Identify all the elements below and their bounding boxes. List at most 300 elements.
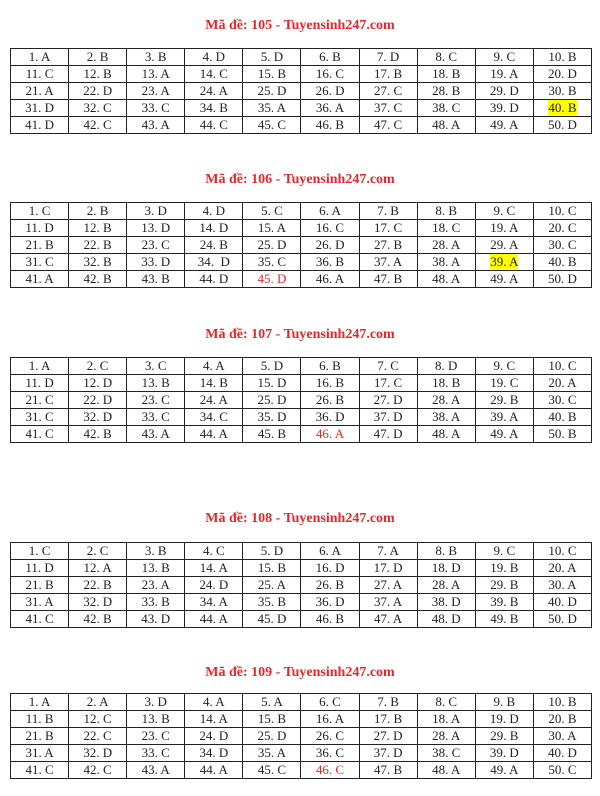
answer-text: 43. A	[141, 762, 170, 777]
answer-text: 37. A	[374, 254, 403, 269]
answer-text: 37. C	[374, 100, 403, 115]
answer-cell	[475, 762, 533, 779]
table-row	[11, 49, 592, 66]
answer-text: 45. D	[257, 271, 287, 286]
answer-text: 20. D	[547, 66, 577, 81]
answer-text: 50. D	[547, 117, 577, 132]
answer-cell	[185, 409, 243, 426]
answer-cell	[243, 49, 301, 66]
answer-cell	[11, 100, 69, 117]
answer-text: 16. C	[315, 220, 345, 235]
answer-text: 42. C	[83, 117, 112, 132]
answer-cell	[533, 392, 591, 409]
answer-cell	[359, 271, 417, 288]
answer-text: 2. A	[86, 694, 109, 709]
answer-cell	[417, 375, 475, 392]
answer-cell	[359, 237, 417, 254]
answer-cell	[11, 271, 69, 288]
answer-cell	[533, 254, 591, 271]
answer-cell	[127, 711, 185, 728]
answer-cell	[69, 237, 127, 254]
table-row	[11, 543, 592, 560]
answer-text: 8. C	[435, 694, 458, 709]
answer-key-section-107	[0, 326, 600, 441]
answer-text: 33. C	[141, 409, 170, 424]
answer-text: 40. D	[547, 594, 577, 609]
answer-text: 37. D	[373, 745, 403, 760]
answer-text: 27. D	[373, 728, 403, 743]
answer-cell	[301, 392, 359, 409]
answer-cell	[127, 392, 185, 409]
answer-text: 18. A	[432, 711, 461, 726]
answer-cell	[359, 49, 417, 66]
answer-cell	[11, 358, 69, 375]
answer-cell	[11, 392, 69, 409]
answer-cell	[11, 762, 69, 779]
answer-cell	[243, 358, 301, 375]
table-row	[11, 254, 592, 271]
answer-text: 19. C	[490, 375, 519, 390]
answer-cell	[301, 426, 359, 443]
answer-cell	[69, 745, 127, 762]
answer-cell	[475, 560, 533, 577]
answer-cell	[301, 728, 359, 745]
answer-cell	[69, 66, 127, 83]
answer-cell	[69, 543, 127, 560]
answer-cell	[127, 271, 185, 288]
table-row	[11, 271, 592, 288]
answer-text: 38. D	[431, 594, 461, 609]
answer-text: 38. A	[432, 409, 461, 424]
table-row	[11, 426, 592, 443]
answer-cell	[533, 694, 591, 711]
answer-cell	[127, 577, 185, 594]
answer-text: 11. D	[25, 220, 54, 235]
answer-cell	[69, 49, 127, 66]
answer-cell	[359, 762, 417, 779]
answer-cell	[533, 762, 591, 779]
answer-text: 46. A	[315, 426, 345, 441]
answer-text: 4. C	[202, 543, 225, 558]
answer-text: 15. B	[257, 66, 286, 81]
answer-text: 36. D	[315, 594, 345, 609]
answer-text: 25. A	[257, 577, 286, 592]
answer-text: 14. A	[199, 711, 228, 726]
answer-cell	[11, 409, 69, 426]
answer-text: 41. A	[25, 271, 54, 286]
answer-text: 26. D	[315, 237, 345, 252]
table-row	[11, 203, 592, 220]
answer-cell	[533, 117, 591, 134]
answer-cell	[475, 66, 533, 83]
answer-cell	[243, 594, 301, 611]
answer-text: 13. A	[141, 66, 170, 81]
answer-text: 26. B	[315, 392, 345, 407]
answer-text: 15. B	[257, 560, 286, 575]
answer-cell	[475, 220, 533, 237]
answer-text: 38. C	[432, 745, 461, 760]
answer-text: 21. B	[25, 237, 54, 252]
answer-cell	[475, 271, 533, 288]
answer-cell	[185, 392, 243, 409]
answer-text: 20. C	[548, 220, 577, 235]
answer-cell	[243, 117, 301, 134]
answer-text: 6. B	[319, 49, 341, 64]
answer-cell	[417, 220, 475, 237]
answer-text: 44. A	[199, 611, 228, 626]
answer-text: 32. D	[83, 745, 113, 760]
answer-cell	[533, 66, 591, 83]
answer-cell	[417, 711, 475, 728]
answer-cell	[243, 254, 301, 271]
answer-text: 2. B	[86, 49, 109, 64]
answer-cell	[301, 577, 359, 594]
answer-cell	[185, 594, 243, 611]
answer-text: 31. C	[25, 409, 54, 424]
answer-text: 46. B	[315, 117, 345, 132]
answer-text: 49. A	[490, 762, 519, 777]
answer-text: 7. D	[376, 49, 400, 64]
table-row	[11, 375, 592, 392]
answer-text: 42. C	[83, 762, 112, 777]
answer-text: 37. D	[373, 409, 403, 424]
answer-cell	[475, 711, 533, 728]
answer-text: 36. C	[315, 745, 345, 760]
answer-cell	[11, 49, 69, 66]
answer-cell	[475, 375, 533, 392]
answer-cell	[301, 100, 359, 117]
answer-text: 45. B	[257, 426, 286, 441]
answer-cell	[127, 375, 185, 392]
answer-cell	[11, 594, 69, 611]
answer-text: 2. C	[86, 358, 109, 373]
answer-text: 23. C	[141, 728, 170, 743]
answer-text: 39. A	[490, 409, 519, 424]
answer-cell	[11, 254, 69, 271]
answer-text: 23. C	[141, 392, 170, 407]
answer-cell	[359, 83, 417, 100]
answer-cell	[11, 203, 69, 220]
answer-text: 50. C	[548, 762, 577, 777]
answer-text: 29. D	[489, 83, 519, 98]
answer-cell	[11, 83, 69, 100]
answer-text: 5. D	[260, 49, 284, 64]
answer-text: 19. A	[490, 220, 519, 235]
answer-cell	[301, 762, 359, 779]
answer-cell	[69, 358, 127, 375]
answer-cell	[243, 203, 301, 220]
answer-cell	[475, 728, 533, 745]
answer-text: 35. A	[257, 745, 286, 760]
answer-text: 47. B	[374, 762, 403, 777]
answer-cell	[185, 745, 243, 762]
answer-text: 41. D	[25, 117, 54, 132]
table-row	[11, 409, 592, 426]
answer-cell	[127, 49, 185, 66]
answer-cell	[69, 762, 127, 779]
answer-cell	[11, 117, 69, 134]
answer-text: 49. A	[490, 271, 519, 286]
answer-text: 34. D	[199, 745, 229, 760]
answer-cell	[475, 577, 533, 594]
answer-cell	[69, 203, 127, 220]
answer-cell	[185, 117, 243, 134]
answer-text: 17. B	[374, 66, 403, 81]
answer-text: 28. A	[432, 392, 461, 407]
answer-text: 48. A	[432, 117, 461, 132]
answer-cell	[185, 375, 243, 392]
answer-cell	[127, 745, 185, 762]
answer-text: 44. C	[199, 117, 228, 132]
answer-cell	[185, 254, 243, 271]
answer-text: 7. A	[377, 543, 399, 558]
answer-text: 34. B	[199, 100, 228, 115]
answer-cell	[533, 83, 591, 100]
table-row	[11, 577, 592, 594]
answer-cell	[533, 577, 591, 594]
answer-cell	[11, 728, 69, 745]
answer-cell	[533, 49, 591, 66]
answer-text: 20. B	[548, 711, 577, 726]
answer-text: 9. B	[493, 694, 516, 709]
answer-cell	[243, 711, 301, 728]
answer-text: 30. A	[548, 577, 577, 592]
answer-text: 25. D	[257, 728, 287, 743]
answer-cell	[359, 611, 417, 628]
answer-table	[10, 202, 592, 288]
answer-cell	[359, 409, 417, 426]
answer-cell	[69, 560, 127, 577]
answer-cell	[417, 117, 475, 134]
answer-cell	[127, 762, 185, 779]
answer-text: 41. C	[25, 762, 54, 777]
answer-text: 50. D	[547, 611, 577, 626]
answer-key-section-106	[0, 171, 600, 286]
answer-text: 1. A	[28, 358, 51, 373]
answer-cell	[417, 237, 475, 254]
answer-cell	[11, 577, 69, 594]
answer-cell	[127, 203, 185, 220]
answer-cell	[475, 745, 533, 762]
answer-text: 35. A	[257, 100, 286, 115]
answer-cell	[417, 409, 475, 426]
answer-text: 3. C	[144, 358, 167, 373]
answer-cell	[417, 254, 475, 271]
answer-cell	[533, 543, 591, 560]
answer-cell	[301, 711, 359, 728]
answer-text: 25. D	[257, 83, 287, 98]
table-row	[11, 83, 592, 100]
answer-text: 50. D	[547, 271, 577, 286]
answer-text: 34. D	[197, 254, 230, 269]
answer-cell	[243, 271, 301, 288]
answer-text: 2. C	[86, 543, 109, 558]
answer-text: 1. C	[28, 203, 51, 218]
answer-cell	[359, 560, 417, 577]
answer-text: 14. A	[199, 560, 228, 575]
answer-text: 31. D	[25, 100, 54, 115]
highlighted-answer: 39. A	[490, 254, 519, 269]
answer-cell	[475, 49, 533, 66]
section-title: Mã đề: 108 - Tuyensinh247.com	[205, 511, 395, 526]
answer-cell	[243, 611, 301, 628]
answer-cell	[127, 220, 185, 237]
answer-cell	[475, 594, 533, 611]
answer-text: 3. B	[144, 49, 167, 64]
answer-cell	[417, 728, 475, 745]
answer-text: 30. A	[548, 728, 577, 743]
answer-text: 15. D	[257, 375, 287, 390]
answer-text: 12. C	[83, 711, 112, 726]
answer-text: 24. A	[199, 392, 228, 407]
answer-cell	[359, 358, 417, 375]
answer-text: 17. B	[374, 711, 403, 726]
answer-text: 6. A	[319, 203, 341, 218]
answer-cell	[475, 426, 533, 443]
answer-text: 46. B	[315, 611, 345, 626]
answer-text: 40. D	[547, 745, 577, 760]
answer-cell	[301, 543, 359, 560]
answer-cell	[11, 220, 69, 237]
answer-text: 8. D	[435, 358, 458, 373]
answer-text: 9. C	[493, 203, 516, 218]
answer-text: 10. C	[548, 358, 577, 373]
answer-text: 18. B	[432, 66, 461, 81]
answer-text: 34. C	[199, 409, 228, 424]
answer-cell	[359, 426, 417, 443]
answer-text: 32. D	[83, 594, 113, 609]
answer-cell	[185, 711, 243, 728]
answer-text: 44. D	[199, 271, 229, 286]
answer-text: 29. B	[490, 728, 519, 743]
answer-table	[10, 542, 592, 628]
answer-cell	[243, 694, 301, 711]
answer-text: 21. B	[25, 728, 54, 743]
answer-cell	[69, 409, 127, 426]
answer-text: 41. C	[25, 426, 54, 441]
answer-cell	[243, 375, 301, 392]
answer-cell	[185, 66, 243, 83]
answer-text: 9. C	[493, 358, 516, 373]
answer-text: 40. B	[548, 254, 577, 269]
answer-cell	[127, 66, 185, 83]
answer-cell	[301, 83, 359, 100]
answer-text: 34. A	[199, 594, 228, 609]
answer-cell	[301, 611, 359, 628]
answer-text: 27. B	[374, 237, 403, 252]
answer-cell	[359, 254, 417, 271]
answer-text: 10. C	[548, 543, 577, 558]
answer-cell	[185, 83, 243, 100]
answer-cell	[127, 358, 185, 375]
answer-key-section-109	[0, 664, 600, 777]
answer-cell	[533, 560, 591, 577]
answer-cell	[417, 611, 475, 628]
answer-cell	[417, 594, 475, 611]
answer-cell	[417, 100, 475, 117]
answer-text: 36. A	[315, 100, 345, 115]
answer-text: 19. A	[490, 66, 519, 81]
answer-text: 29. A	[490, 237, 519, 252]
answer-text: 31. A	[25, 745, 54, 760]
answer-table	[10, 693, 592, 779]
answer-text: 35. C	[257, 254, 286, 269]
answer-text: 10. B	[548, 694, 577, 709]
answer-text: 42. B	[83, 271, 112, 286]
answer-cell	[185, 49, 243, 66]
answer-cell	[127, 254, 185, 271]
answer-text: 18. C	[432, 220, 461, 235]
answer-cell	[69, 577, 127, 594]
answer-text: 22. B	[83, 577, 112, 592]
answer-text: 9. C	[493, 543, 516, 558]
answer-cell	[185, 426, 243, 443]
answer-text: 29. B	[490, 577, 519, 592]
answer-cell	[417, 271, 475, 288]
answer-text: 19. D	[489, 711, 519, 726]
answer-cell	[359, 745, 417, 762]
answer-text: 24. A	[199, 83, 228, 98]
answer-text: 10. B	[548, 49, 577, 64]
answer-cell	[359, 66, 417, 83]
answer-cell	[417, 49, 475, 66]
answer-cell	[11, 560, 69, 577]
answer-cell	[69, 100, 127, 117]
answer-cell	[533, 711, 591, 728]
answer-text: 49. B	[490, 611, 519, 626]
answer-cell	[359, 375, 417, 392]
answer-text: 24. B	[199, 237, 228, 252]
answer-cell	[301, 560, 359, 577]
answer-text: 50. B	[548, 426, 577, 441]
answer-cell	[359, 203, 417, 220]
answer-cell	[475, 254, 533, 271]
answer-cell	[301, 237, 359, 254]
answer-text: 11. D	[25, 375, 54, 390]
answer-cell	[359, 728, 417, 745]
answer-cell	[11, 237, 69, 254]
answer-text: 43. A	[141, 426, 170, 441]
answer-cell	[359, 594, 417, 611]
table-row	[11, 762, 592, 779]
answer-text: 49. A	[490, 117, 519, 132]
answer-cell	[69, 426, 127, 443]
answer-text: 44. A	[199, 762, 228, 777]
answer-text: 16. D	[315, 560, 345, 575]
answer-cell	[475, 237, 533, 254]
answer-cell	[11, 694, 69, 711]
answer-text: 28. A	[432, 237, 461, 252]
answer-text: 16. B	[315, 375, 345, 390]
answer-text: 38. C	[432, 100, 461, 115]
answer-cell	[533, 203, 591, 220]
answer-cell	[69, 271, 127, 288]
answer-text: 35. D	[257, 409, 287, 424]
answer-cell	[475, 392, 533, 409]
answer-cell	[127, 543, 185, 560]
answer-text: 39. B	[490, 594, 519, 609]
answer-cell	[69, 254, 127, 271]
answer-cell	[301, 203, 359, 220]
answer-text: 27. C	[374, 83, 403, 98]
answer-cell	[243, 762, 301, 779]
answer-text: 32. C	[83, 100, 112, 115]
answer-cell	[127, 426, 185, 443]
table-row	[11, 711, 592, 728]
answer-text: 28. A	[432, 577, 461, 592]
answer-text: 26. B	[315, 577, 345, 592]
answer-text: 4. D	[202, 49, 226, 64]
